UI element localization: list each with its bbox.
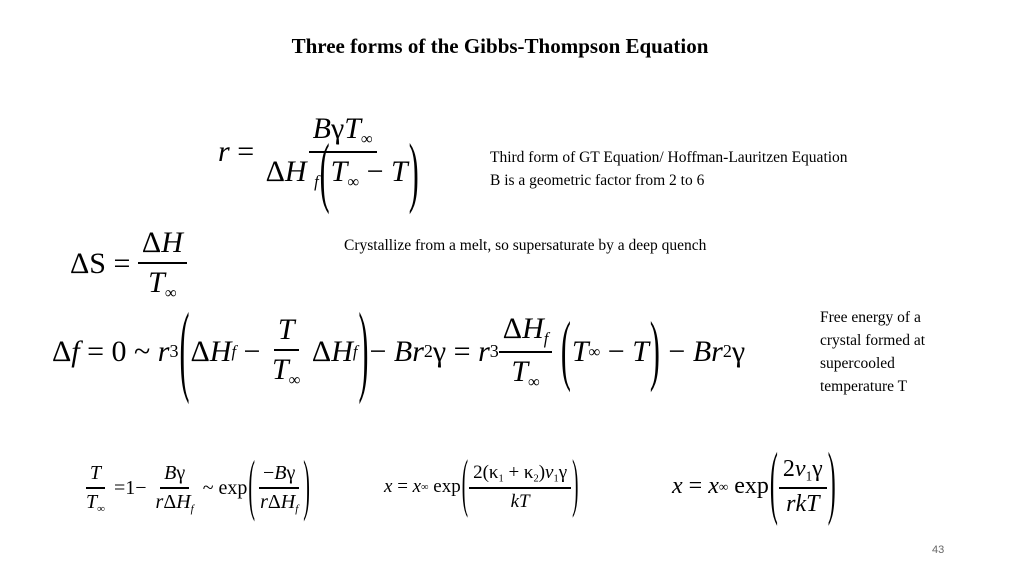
gt-first-form: $\frac{T}{T_\infty}$ =1− $\frac{B\gamma}{r\Delta H_f}$ ~ exp ( $\frac{-B\gamma}{r\Delta H_f}$ ) bbox=[86, 449, 310, 525]
third-form-line-2: B is a geometric factor from 2 to 6 bbox=[490, 172, 705, 189]
free-energy-equation: Δ f = 0 ~ r 3 ( Δ H f − $\frac{T}{T_\infty}$ Δ H f ) − Br 2 γ = r 3 $\frac{\Delta H_f}{T_\infty}$ ( T ∞ − T ) − Br 2 γ bbox=[52, 293, 746, 407]
free-energy-line-1: Free energy of a bbox=[820, 309, 921, 326]
hl-equation: r = $\frac{B\gamma T_\infty}{\Delta H _f(T_\infty - T)}$ bbox=[218, 112, 419, 216]
free-energy-note bbox=[820, 306, 925, 398]
free-energy-line-2: crystal formed at bbox=[820, 332, 926, 349]
free-energy-line-3: supercooled bbox=[820, 355, 895, 372]
third-form-note bbox=[490, 146, 848, 192]
crystallize-note: Crystallize from a melt, so supersaturate by a deep quench bbox=[344, 237, 707, 254]
gt-second-form: x = x ∞ exp ( $\frac{2(\kappa_1 + \kappa_2)v_1\gamma}{kT}$ ) bbox=[384, 449, 579, 522]
page-title: Three forms of the Gibbs-Thompson Equation bbox=[291, 34, 709, 58]
page-number: 43 bbox=[932, 544, 945, 556]
third-form-line-1: Third form of GT Equation/ Hoffman-Lauritzen Equation bbox=[490, 149, 848, 166]
entropy-equation: ΔS = $\frac{\Delta H}{T_\infty}$ bbox=[70, 226, 187, 303]
gt-third-form: x = x ∞ exp ( $\frac{2v_1\gamma}{\text{rkT}}$ ) bbox=[672, 440, 836, 530]
free-energy-line-4: temperature T bbox=[820, 378, 908, 395]
